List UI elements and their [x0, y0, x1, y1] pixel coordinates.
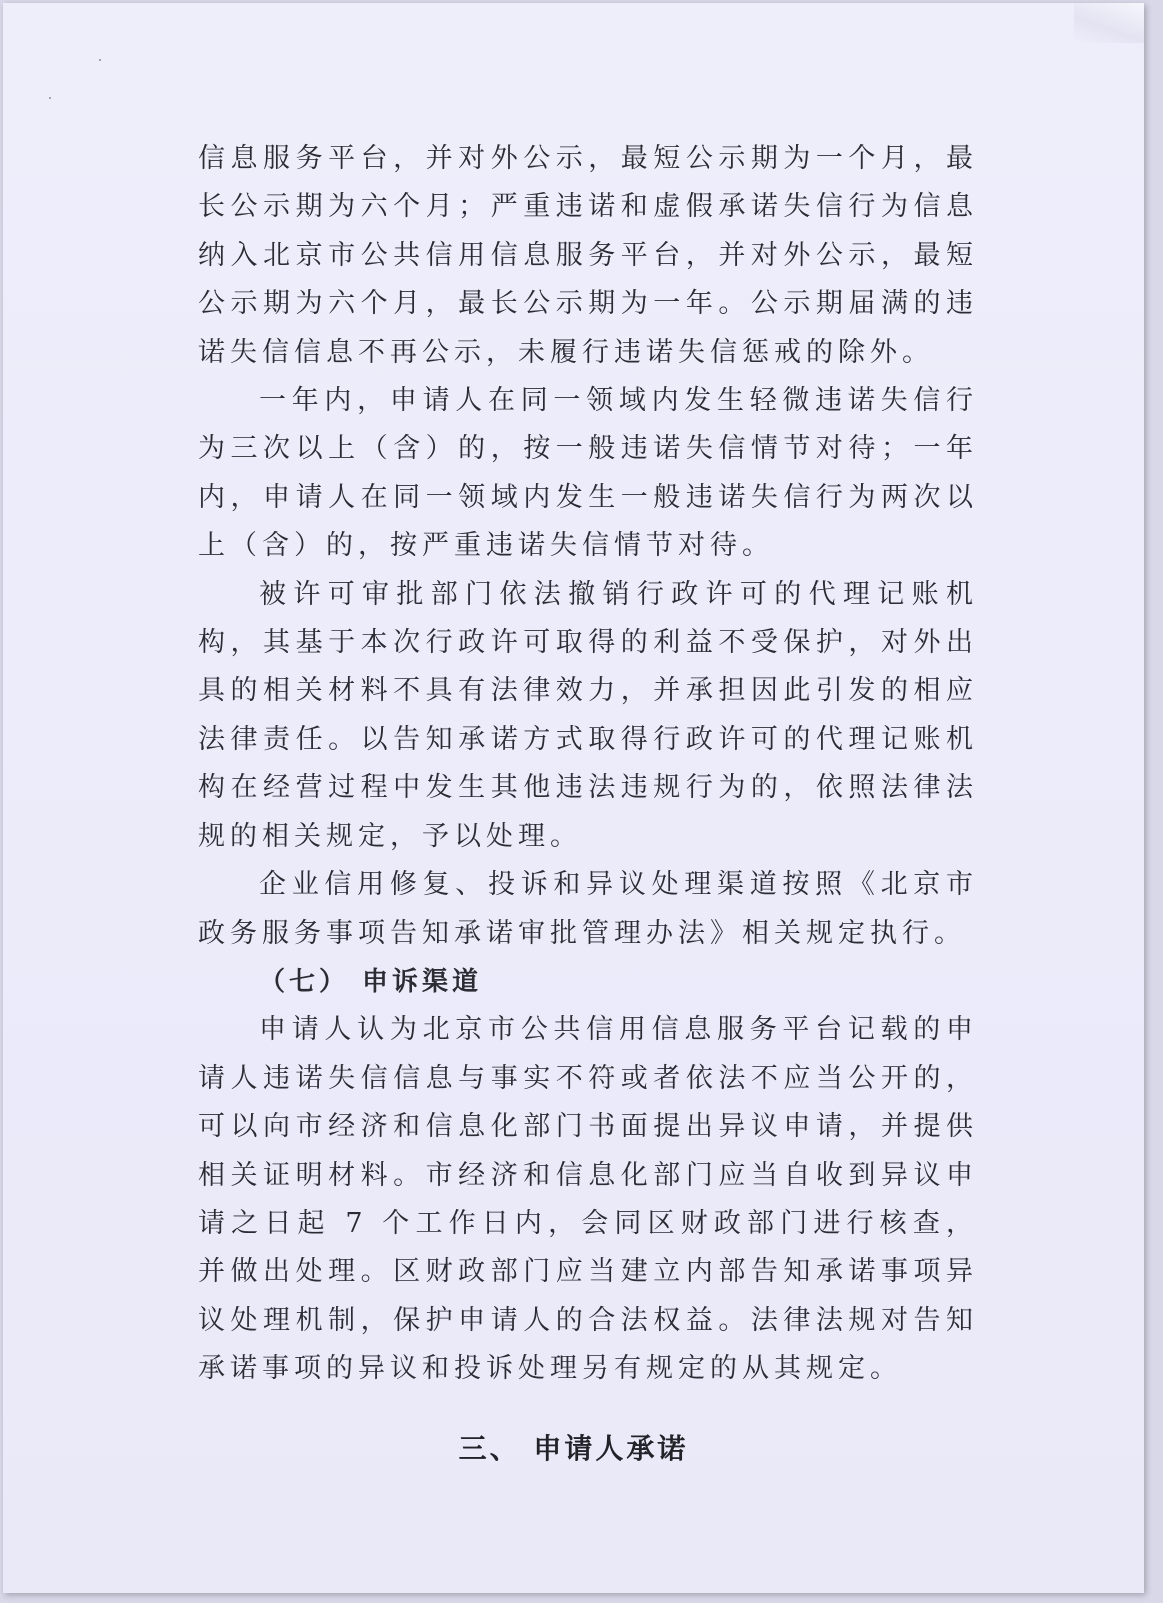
- paragraph-appeal-procedure: 申请人认为北京市公共信用信息服务平台记载的申请人违诺失信信息与事实不符或者依法不应当公开的，可以向市经济和信息化部门书面提出异议申请，并提供相关证明材料。市经济和信息化部门应当自收到异议申请之日起 7 个工作日内，会同区财政部门进行核查，并做出处理。区财政部门应当建立内部告知承诺事项异议处理机制，保护申请人的合法权益。法律法规对告知承诺事项的异议和投诉处理另有规定的从其规定。: [198, 1014, 978, 1385]
- scan-speck: [49, 97, 51, 99]
- chapter-heading-applicant-commitment: 三、 申请人承诺: [458, 1432, 689, 1465]
- scanned-document-page: [3, 3, 1144, 1593]
- page-fold-corner: [1074, 3, 1144, 43]
- paragraph-revocation-consequences: 被许可审批部门依法撤销行政许可的代理记账机构，其基于本次行政许可取得的利益不受保护，对外出具的相关材料不具有法律效力，并承担因此引发的相应法律责任。以告知承诺方式取得行政许可的代理记账机构在经营过程中发生其他违法违规行为的，依照法律法规的相关规定，予以处理。: [198, 578, 978, 852]
- paragraph-publicity-period: 信息服务平台，并对外公示，最短公示期为一个月，最长公示期为六个月；严重违诺和虚假承诺失信行为信息纳入北京市公共信用信息服务平台，并对外公示，最短公示期为六个月，最长公示期为一年。公示期届满的违诺失信信息不再公示，未履行违诺失信惩戒的除外。: [198, 143, 978, 368]
- paragraph-credit-repair: 企业信用修复、投诉和异议处理渠道按照《北京市政务服务事项告知承诺审批管理办法》相关规定执行。: [198, 869, 978, 949]
- section-heading-appeal-channel: （七） 申诉渠道: [259, 966, 483, 997]
- paragraph-repeat-violations: 一年内，申请人在同一领域内发生轻微违诺失信行为三次以上（含）的，按一般违诺失信情节对待；一年内，申请人在同一领域内发生一般违诺失信行为两次以上（含）的，按严重违诺失信情节对待。: [198, 385, 978, 562]
- document-body: [198, 135, 978, 1394]
- scan-speck: [99, 59, 101, 61]
